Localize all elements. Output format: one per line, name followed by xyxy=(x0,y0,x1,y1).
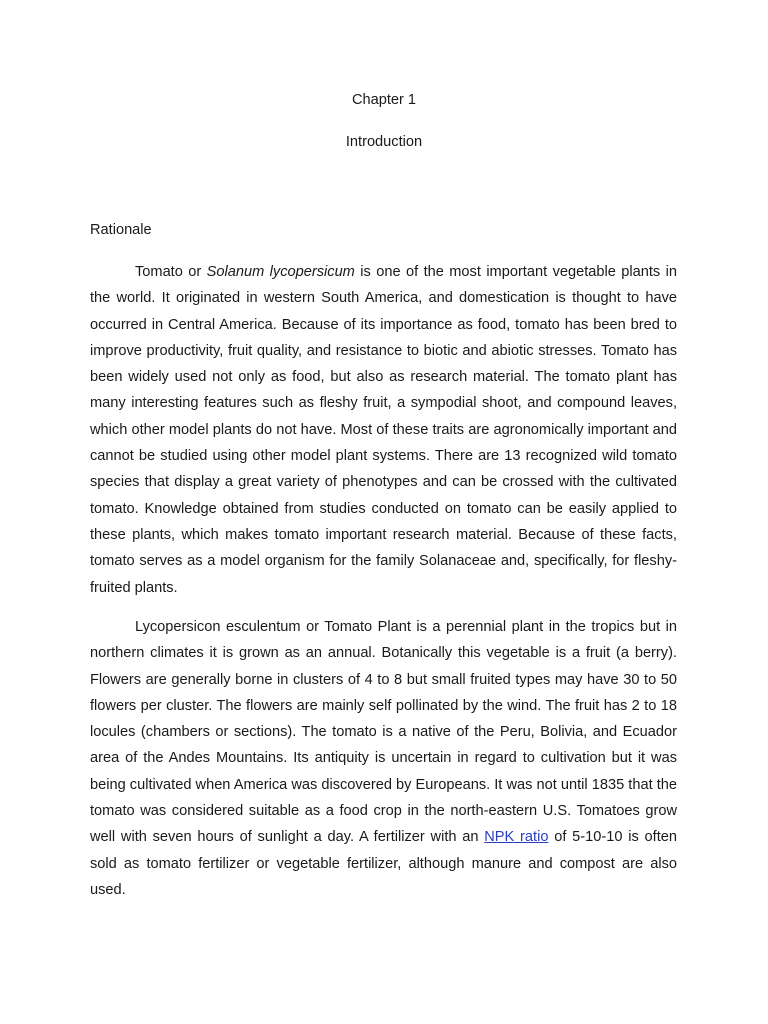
p1-text-rest: is one of the most important vegetable plants in the world. It originated in western South America, and domestication is thought to have occurred in Central America. Because of its importance as food, tomato has been bred to improve productivity, fruit quality, and resistance to biotic and abiotic stresses. Tomato has been widely used not only as food, but also as research material. The tomato plant has many interesting features such as fleshy fruit, a sympodial shoot, and compound leaves, which other model plants do not have. Most of these traits are agronomically important and cannot be studied using other model plant systems. There are 13 recognized wild tomato species that display a great variety of phenotypes and can be crossed with the cultivated tomato. Knowledge obtained from studies conducted on tomato can be easily applied to these plants, which makes tomato important research material. Because of these facts, tomato serves as a model organism for the family Solanaceae and, specifically, for fleshy-fruited plants. xyxy=(90,264,677,596)
chapter-heading: Introduction xyxy=(345,134,423,150)
npk-ratio-link[interactable]: NPK ratio xyxy=(484,829,549,846)
paragraph-rationale-2 xyxy=(90,614,677,903)
p2-text-end: of 5-10-10 is often sold as tomato fertilizer or vegetable fertilizer, although manure and compost are also used. xyxy=(90,829,677,898)
chapter-label: Chapter 1 xyxy=(351,92,417,108)
section-title: Rationale xyxy=(90,222,152,238)
p1-scientific-name: Solanum lycopersicum xyxy=(206,264,355,280)
paragraph-rationale-1 xyxy=(90,259,677,601)
p2-text-start: Lycopersicon esculentum or Tomato Plant is a perennial plant in the tropics but in northern climates it is grown as an annual. Botanically this vegetable is a fruit (a berry). Flowers are generally borne in clusters of 4 to 8 but small fruited types may have 30 to 50 flowers per cluster. The flowers are mainly self pollinated by the wind. The fruit has 2 to 18 locules (chambers or sections). The tomato is a native of the Peru, Bolivia, and Ecuador area of the Andes Mountains. Its antiquity is uncertain in regard to cultivation but it was being cultivated when America was discovered by Europeans. It was not until 1835 that the tomato was considered suitable as a food crop in the north-eastern U.S. Tomatoes grow well with seven hours of sunlight a day. A fertilizer with an xyxy=(90,619,677,846)
p1-text-start: Tomato or xyxy=(135,264,207,280)
